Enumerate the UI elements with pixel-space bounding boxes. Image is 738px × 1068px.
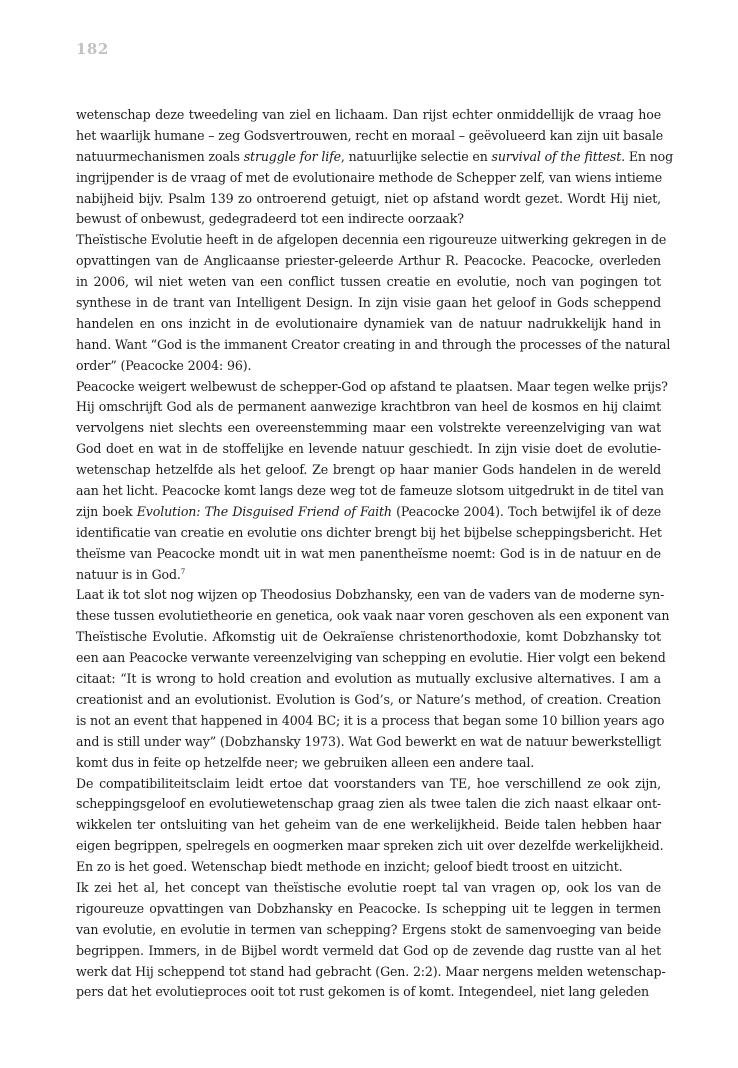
paragraph (76, 774, 664, 878)
italic-text: Evolution: The Disguised Friend of Faith (136, 503, 392, 519)
text-line: aan het licht. Peacocke komt langs deze weg tot de fameuze slotsom uitgedrukt in de titel van (76, 483, 664, 499)
page-number: 182 (76, 40, 109, 58)
text-line: God doet en wat in de stoffelijke en levende natuur geschiedt. In zijn visie doet de evolutie- (76, 441, 661, 457)
text-line: begrippen. Immers, in de Bijbel wordt vermeld dat God op de zevende dag rustte van al het (76, 942, 661, 958)
text-line: wetenschap hetzelfde als het geloof. Ze brengt op haar manier Gods handelen in de wereld (76, 462, 661, 478)
text-line: Theïstische Evolutie. Afkomstig uit de Oekraïense christenorthodoxie, komt Dobzhansky tot (76, 629, 661, 645)
text-line: theïsme van Peacocke mondt uit in wat men panentheïsme noemt: God is in de natuur en de (76, 545, 661, 561)
text-line: handelen en ons inzicht in de evolutionaire dynamiek van de natuur nadrukkelijk hand in (76, 315, 661, 331)
text-line: werk dat Hij scheppend tot stand had gebracht (Gen. 2:2). Maar nergens melden wetenschap- (76, 963, 666, 979)
text-line: identificatie van creatie en evolutie ons dichter brengt bij het bijbelse scheppingsbericht. Het (76, 524, 662, 540)
italic-text: survival of the fittest (491, 148, 622, 164)
paragraph (76, 585, 670, 773)
text-line: Peacocke weigert welbewust de schepper-God op afstand te plaatsen. Maar tegen welke prijs? (76, 378, 668, 394)
text-line: wetenschap deze tweedeling van ziel en lichaam. Dan rijst echter onmiddellijk de vraag hoe (76, 107, 661, 122)
text-line: these tussen evolutietheorie en genetica, ook vaak naar voren geschoven als een exponent van (76, 608, 670, 624)
text-line: natuur is in God.$^7$ (76, 566, 186, 582)
text-line: eigen begrippen, spelregels en oogmerken maar spreken zich uit over dezelfde werkelijkheid. (76, 838, 664, 854)
text-line: bewust of onbewust, gedegradeerd tot een indirecte oorzaak? (76, 211, 464, 227)
text-line: opvattingen van de Anglicaanse priester-geleerde Arthur R. Peacocke. Peacocke, overleden (76, 253, 661, 269)
text-line: Theïstische Evolutie heeft in de afgelopen decennia een rigoureuze uitwerking gekregen in de (76, 232, 667, 248)
text-line: En zo is het goed. Wetenschap biedt methode en inzicht; geloof biedt troost en uitzicht. (76, 859, 623, 875)
text-line: pers dat het evolutieproces ooit tot rust gekomen is of komt. Integendeel, niet lang geleden (76, 984, 649, 1000)
text-line: and is still under way” (Dobzhansky 1973). Wat God bewerkt en wat de natuur bewerkstelligt (76, 733, 661, 749)
text-line: hand. Want “God is the immanent Creator creating in and through the processes of the natural (76, 336, 671, 352)
body-text (76, 105, 674, 1003)
paragraph (76, 878, 666, 1003)
text-line: order” (Peacocke 2004: 96). (76, 357, 252, 373)
text-line: rigoureuze opvattingen van Dobzhansky en Peacocke. Is schepping uit te leggen in termen (76, 900, 661, 916)
text-line: het waarlijk humane – zeg Godsvertrouwen, recht en moraal – geëvolueerd kan zijn uit basale (76, 127, 664, 143)
text-line: synthese in de trant van Intelligent Design. In zijn visie gaan het geloof in Gods scheppend (76, 295, 661, 311)
text-line: in 2006, wil niet weten van een conflict tussen creatie en evolutie, noch van pogingen tot (76, 274, 661, 290)
text-line: nabijheid bijv. Psalm 139 zo ontroerend getuigt, niet op afstand wordt gezet. Wordt Hij niet, (76, 190, 661, 206)
italic-text: struggle for life (243, 148, 341, 164)
text-line: scheppingsgeloof en evolutiewetenschap graag zien als twee talen die zich naast elkaar ont- (76, 796, 661, 812)
footnote-marker: 7 (180, 567, 186, 576)
text-line: van evolutie, en evolutie in termen van schepping? Ergens stokt de samenvoeging van beide (76, 921, 661, 937)
paragraph (76, 230, 671, 376)
text-line: ingrijpender is de vraag of met de evolutionaire methode de Schepper zelf, van wiens intieme (76, 169, 663, 185)
paragraph (76, 377, 668, 586)
text-line: Ik zei het al, het concept van theïstische evolutie roept tal van vragen op, ook los van de (76, 879, 661, 895)
text-line: komt dus in feite op hetzelfde neer; we gebruiken alleen een andere taal. (76, 754, 535, 770)
paragraph (76, 105, 674, 230)
text-line: vervolgens niet slechts een overeenstemming maar een volstrekte vereenzelviging van wat (76, 420, 661, 436)
text-line: zijn boek Evolution: The Disguised Friend of Faith (Peacocke 2004). Toch betwijfel ik of deze (76, 503, 662, 519)
text-line: Hij omschrijft God als de permanent aanwezige krachtbron van heel de kosmos en hij claimt (76, 399, 661, 415)
text-line: natuurmechanismen zoals struggle for life, natuurlijke selectie en survival of the fittest. En nog (76, 148, 674, 164)
text-line: citaat: “It is wrong to hold creation and evolution as mutually exclusive alternatives. I am a (76, 671, 661, 687)
text-line: een aan Peacocke verwante vereenzelviging van schepping en evolutie. Hier volgt een bekend (76, 650, 666, 666)
text-line: De compatibiliteitsclaim leidt ertoe dat voorstanders van TE, hoe verschillend ze ook zijn, (76, 775, 661, 791)
text-line: is not an event that happened in 4004 BC; it is a process that began some 10 billion years ago (76, 712, 665, 728)
text-line: creationist and an evolutionist. Evolution is God’s, or Nature’s method, of creation. Creation (76, 691, 661, 707)
text-line: Laat ik tot slot nog wijzen op Theodosius Dobzhansky, een van de vaders van de moderne syn- (76, 587, 665, 603)
text-line: wikkelen ter ontsluiting van het geheim van de ene werkelijkheid. Beide talen hebben haar (76, 817, 661, 833)
